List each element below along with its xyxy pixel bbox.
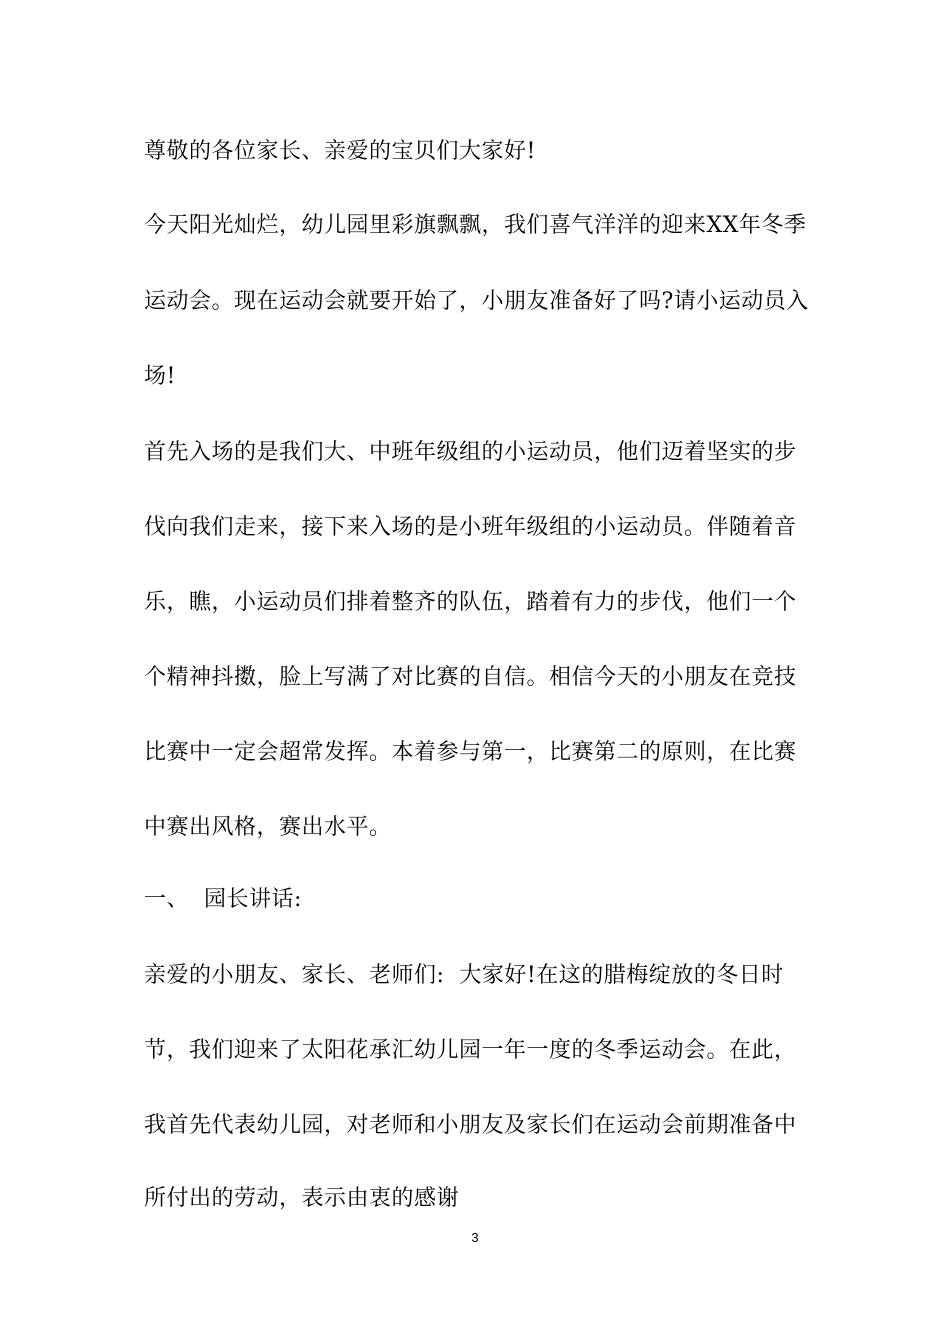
body-line: 个精神抖擞，脸上写满了对比赛的自信。相信今天的小朋友在竞技 <box>144 665 797 690</box>
body-line: 首先入场的是我们大、中班年级组的小运动员，他们迈着坚实的步 <box>144 440 797 465</box>
speech-line: 我首先代表幼儿园，对老师和小朋友及家长们在运动会前期准备中 <box>144 1113 797 1138</box>
page-number: 3 <box>471 1230 479 1245</box>
body-line: 乐，瞧，小运动员们排着整齐的队伍，踏着有力的步伐，他们一个 <box>144 590 797 615</box>
speech-line: 节，我们迎来了太阳花承汇幼儿园一年一度的冬季运动会。在此， <box>144 1038 797 1063</box>
greeting-line: 尊敬的各位家长、亲爱的宝贝们大家好! <box>144 139 536 164</box>
body-line: 伐向我们走来，接下来入场的是小班年级组的小运动员。伴随着音 <box>144 515 797 540</box>
speech-line: 所付出的劳动，表示由衷的感谢 <box>144 1186 460 1211</box>
section-heading: 一、 园长讲话: <box>144 887 302 912</box>
body-line: 中赛出风格，赛出水平。 <box>144 815 392 840</box>
body-line: 场! <box>144 364 176 389</box>
speech-line: 亲爱的小朋友、家长、老师们: 大家好!在这的腊梅绽放的冬日时 <box>144 963 784 988</box>
body-line: 比赛中一定会超常发挥。本着参与第一，比赛第二的原则，在比赛 <box>144 740 797 765</box>
body-line: 运动会。现在运动会就要开始了，小朋友准备好了吗?请小运动员入 <box>144 289 809 314</box>
body-line: 今天阳光灿烂，幼儿园里彩旗飘飘，我们喜气洋洋的迎来XX年冬季 <box>144 213 807 238</box>
